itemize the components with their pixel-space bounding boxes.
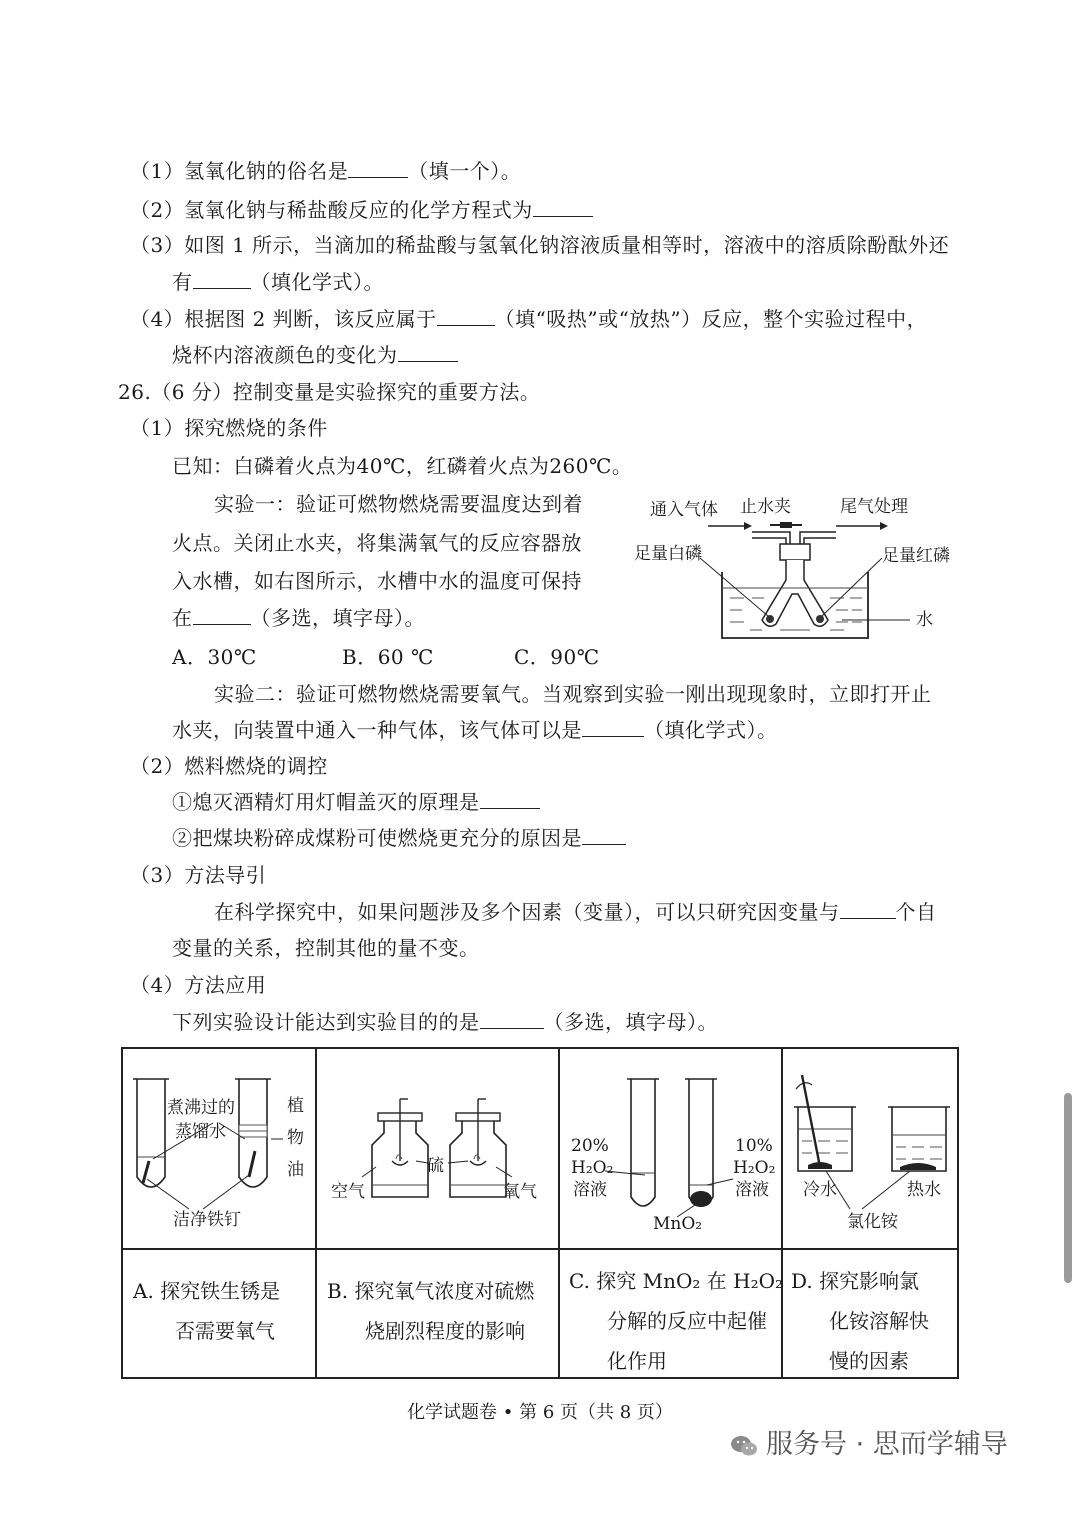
label-10-percent: 10% xyxy=(735,1136,773,1156)
option-a-description: A. 探究铁生锈是 否需要氧气 xyxy=(133,1279,281,1343)
q26-section1-heading: （1）探究燃烧的条件 xyxy=(130,416,328,440)
label-gas-in: 通入气体 xyxy=(650,500,718,520)
label-cold-water: 冷水 xyxy=(803,1180,837,1200)
label-solution-right: 溶液 xyxy=(735,1180,769,1200)
option-b: B．60 ℃ xyxy=(342,645,434,669)
label-oil-1: 植 xyxy=(287,1096,304,1116)
option-d-description: D. 探究影响氯 化铵溶解快 慢的因素 xyxy=(791,1269,929,1373)
q26-exp1-line4: 在 （多选，填字母）。 xyxy=(172,606,425,630)
answer-blank xyxy=(840,900,896,919)
label-ammonium-chloride: 氯化铵 xyxy=(847,1212,898,1232)
q26-exp2-line2: 水夹，向装置中通入一种气体，该气体可以是 （填化学式）。 xyxy=(172,718,778,742)
answer-blank xyxy=(533,198,593,217)
wechat-icon xyxy=(730,1434,758,1458)
label-solution-left: 溶液 xyxy=(573,1180,607,1200)
q25-part3-line1: （3）如图 1 所示，当滴加的稀盐酸与氢氧化钠溶液质量相等时，溶液中的溶质除酚酞外还 xyxy=(130,233,950,257)
answer-blank xyxy=(348,159,408,178)
q26-exp1-line3: 入水槽，如右图所示，水槽中水的温度可保持 xyxy=(172,569,582,593)
q26-exp2-line1: 实验二：验证可燃物燃烧需要氧气。当观察到实验一刚出现现象时，立即打开止 xyxy=(214,682,932,706)
label-distilled-water: 蒸馏水 xyxy=(175,1122,226,1142)
answer-blank xyxy=(193,606,251,625)
experiment-table xyxy=(121,1047,959,1379)
q26-options xyxy=(172,643,600,671)
q26-section3-line2: 变量的关系，控制其他的量不变。 xyxy=(172,936,480,960)
q26-known: 已知：白磷着火点为40℃，红磷着火点为260℃。 xyxy=(172,454,633,478)
label-h2o2-right: H₂O₂ xyxy=(733,1158,776,1178)
q26-section2-item2: ②把煤块粉碎成煤粉可使燃烧更充分的原因是 xyxy=(172,824,626,852)
watermark xyxy=(730,1422,1008,1461)
q26-section3-line1: 在科学探究中，如果问题涉及多个因素（变量），可以只研究因变量与 个自 xyxy=(214,900,937,924)
option-b-description: B. 探究氧气浓度对硫燃 烧剧烈程度的影响 xyxy=(327,1279,535,1343)
vertical-scrollbar[interactable] xyxy=(1064,1093,1072,1283)
label-sulfur: 硫 xyxy=(427,1156,444,1176)
label-air: 空气 xyxy=(331,1182,365,1202)
answer-blank xyxy=(193,270,251,289)
label-boiled-water: 煮沸过的 xyxy=(167,1098,235,1118)
option-a: A．30℃ xyxy=(172,645,257,669)
q26-section4-heading: （4）方法应用 xyxy=(130,973,267,997)
label-20-percent: 20% xyxy=(571,1136,609,1156)
q25-part3-line2: 有 （填化学式）。 xyxy=(172,270,384,294)
label-white-phosphorus: 足量白磷 xyxy=(634,544,702,564)
q26-section2-item1: ①熄灭酒精灯用灯帽盖灭的原理是 xyxy=(172,788,540,816)
label-red-phosphorus: 足量红磷 xyxy=(882,546,950,566)
label-h2o2-left: H₂O₂ xyxy=(571,1158,614,1178)
option-c: C．90℃ xyxy=(514,645,600,669)
q26-section3-heading: （3）方法导引 xyxy=(130,863,267,887)
answer-blank xyxy=(398,343,458,362)
q26-section4-line1: 下列实验设计能达到实验目的的是 （多选，填字母）。 xyxy=(172,1010,718,1034)
q26-exp1-line1: 实验一：验证可燃物燃烧需要温度达到着 xyxy=(214,492,583,516)
label-oil-2: 物 xyxy=(287,1128,304,1148)
label-oxygen: 氧气 xyxy=(503,1182,537,1202)
label-oil-3: 油 xyxy=(287,1160,304,1180)
answer-blank xyxy=(480,790,540,809)
answer-blank xyxy=(437,307,495,326)
answer-blank xyxy=(582,826,626,845)
q26-exp1-line2: 火点。关闭止水夹，将集满氧气的反应容器放 xyxy=(172,531,582,555)
label-hot-water: 热水 xyxy=(907,1180,941,1200)
page-footer: 化学试题卷 • 第 6 页（共 8 页） xyxy=(407,1402,673,1423)
label-water: 水 xyxy=(916,610,933,630)
label-clean-nail: 洁净铁钉 xyxy=(173,1210,241,1230)
label-mno2: MnO₂ xyxy=(653,1214,703,1234)
q26-section2-heading: （2）燃料燃烧的调控 xyxy=(130,754,328,778)
label-exhaust: 尾气处理 xyxy=(840,497,908,517)
q25-part4-line1: （4）根据图 2 判断，该反应属于 （填“吸热”或“放热”）反应，整个实验过程中， xyxy=(130,307,928,331)
q25-part4-line2: 烧杯内溶液颜色的变化为 xyxy=(172,341,458,369)
label-clamp: 止水夹 xyxy=(740,497,791,517)
q26-title: 26.（6 分）控制变量是实验探究的重要方法。 xyxy=(118,380,541,404)
q25-part1: （1）氢氧化钠的俗名是 （填一个）。 xyxy=(130,159,522,183)
answer-blank xyxy=(582,718,644,737)
drawing-b-sulfur-burning xyxy=(316,1049,559,1249)
q25-part2: （2）氢氧化钠与稀盐酸反应的化学方程式为 xyxy=(130,196,593,224)
option-c-description: C. 探究 MnO₂ 在 H₂O₂ 分解的反应中起催 化作用 xyxy=(569,1269,784,1373)
answer-blank xyxy=(480,1010,544,1029)
watermark-text: 服务号 · 思而学辅导 xyxy=(766,1429,1008,1460)
